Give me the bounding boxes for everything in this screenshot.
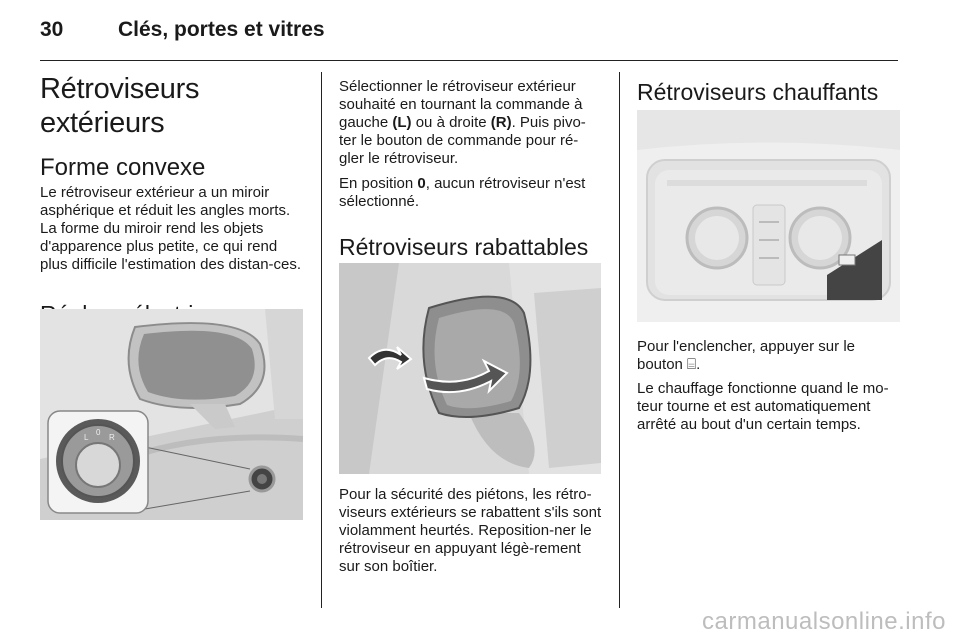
heated-text: Pour l'enclencher, appuyer sur le bouton ⌸. [637, 338, 855, 373]
running-title: Clés, portes et vitres [118, 18, 325, 41]
folding-heading: Rétroviseurs rabattables [339, 234, 589, 260]
column-3 [637, 72, 901, 106]
position-zero: 0 [417, 175, 426, 192]
folding-mirror-illustration [339, 263, 601, 474]
select-text: Sélectionner le rétroviseur extérieur souhaité en tournant la commande à gauche (L) ou à droite (R). Puis pivo-ter le bouton de commande pour ré-gler le rétroviseur. [339, 78, 586, 167]
folding-text: Pour la sécurité des piétons, les rétro-viseurs extérieurs se rabattent s'ils sont violamment heurtés. Reposition-ner le rétroviseur en appuyant légè-rement sur son boîtier. [339, 486, 602, 575]
convex-heading: Forme convexe [40, 154, 206, 181]
left-label: (L) [392, 114, 412, 131]
section-title: Rétroviseurs extérieurs [40, 73, 200, 139]
heated-mirror-illustration [637, 110, 900, 322]
page-header [40, 18, 920, 48]
column-1 [40, 72, 306, 328]
knob-label-right: R [109, 433, 115, 442]
folding-text-block [339, 486, 603, 576]
column-2 [339, 72, 603, 261]
knob-label-zero: 0 [96, 428, 101, 437]
heated-text-block [637, 338, 901, 434]
page-number: 30 [40, 18, 64, 41]
convex-text: Le rétroviseur extérieur a un miroir asphérique et réduit les angles morts. La forme du miroir rend les objets d'apparence plus petite, ce qui rend plus difficile l'estimation des distan-ces. [40, 184, 302, 273]
column-divider [619, 72, 620, 608]
header-rule [40, 60, 898, 61]
heated-mirror-icon: ⌸ [687, 356, 697, 373]
position-text: En position 0, aucun rétroviseur n'est sélectionné. [339, 175, 586, 210]
knob-label-left: L [84, 433, 89, 442]
heated-text-2: Le chauffage fonctionne quand le mo-teur tourne et est automatiquement arrêté au bout d'un certain temps. [637, 380, 889, 433]
column-divider [321, 72, 322, 608]
heated-heading: Rétroviseurs chauffants [637, 79, 879, 105]
watermark: carmanualsonline.info [702, 608, 946, 635]
electric-adjust-illustration [40, 309, 303, 520]
right-label: (R) [490, 114, 512, 131]
